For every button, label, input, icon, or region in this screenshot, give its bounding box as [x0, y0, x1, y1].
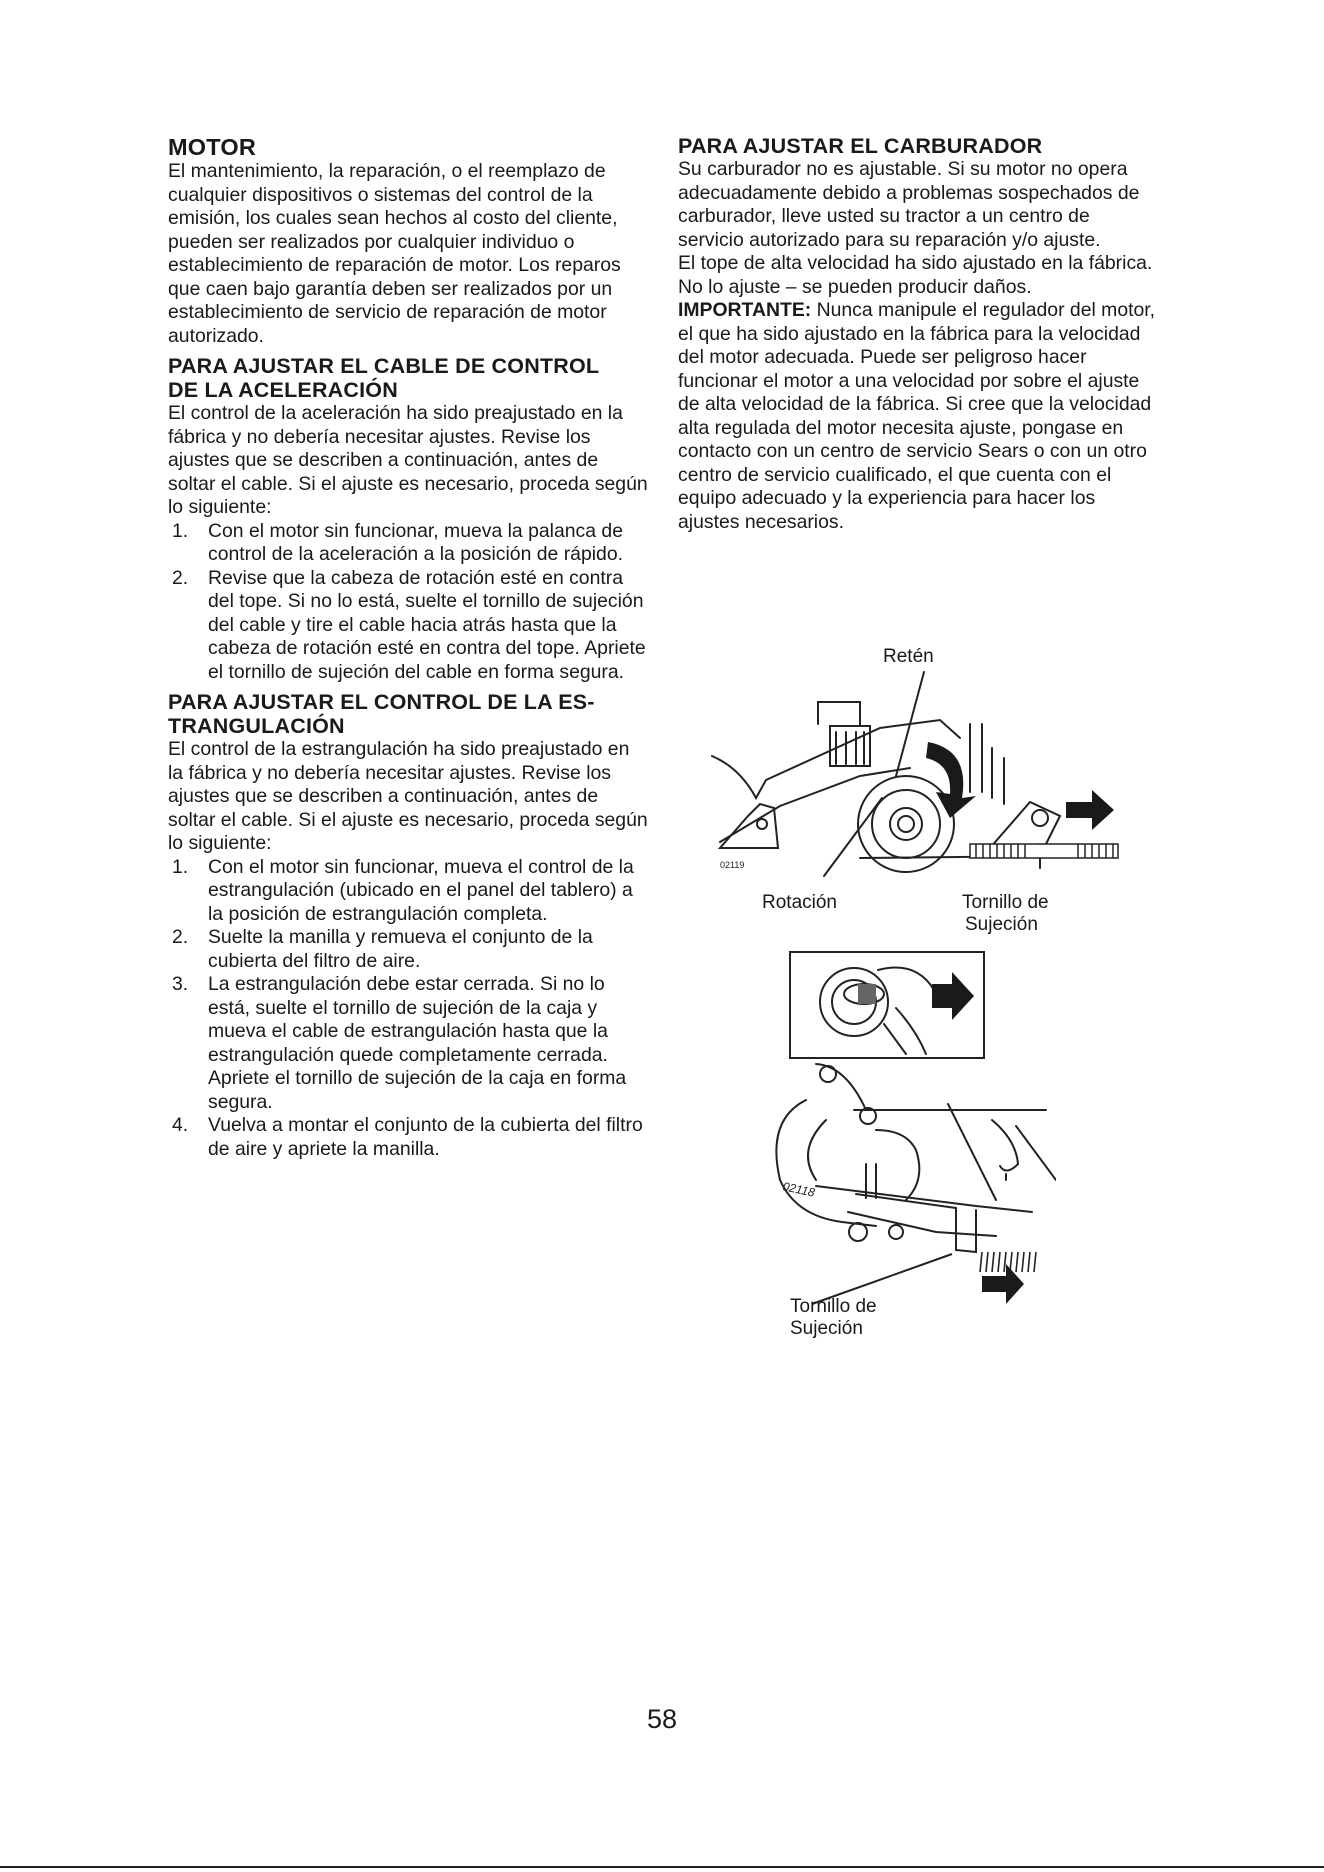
- choke-heading-line2: TRANGULACIÓN: [168, 714, 345, 738]
- step-number: 3.: [172, 973, 189, 995]
- important-label: IMPORTANTE:: [678, 299, 812, 321]
- step-number: 2.: [172, 926, 189, 948]
- step-text: Vuelva a montar el conjunto de la cubierta del filtro de aire y apriete la manilla.: [208, 1114, 643, 1160]
- step-text: Con el motor sin funcionar, mueva la palanca de control de la aceleración a la posición de rápido.: [208, 519, 624, 565]
- high-speed-paragraph: El tope de alta velocidad ha sido ajustado en la fábrica. No lo ajuste – se pueden producir daños.: [678, 252, 1153, 298]
- label-tornillo-sujecion-2a: Tornillo de: [790, 1296, 877, 1317]
- throttle-heading-line1: PARA AJUSTAR EL CABLE DE CONTROL: [168, 354, 600, 378]
- label-reten: Retén: [883, 646, 934, 667]
- label-tornillo-sujecion-1a: Tornillo de: [962, 892, 1049, 913]
- list-item: [168, 973, 648, 1114]
- choke-heading-line1: PARA AJUSTAR EL CONTROL DE LA ES-: [168, 690, 595, 714]
- left-column: [168, 134, 648, 1161]
- motor-paragraph: El mantenimiento, la reparación, o el reemplazo de cualquier dispositivos o sistemas del control de la emisión, los cuales sean hechos al costo del cliente, pueden ser realizados por cualquier individuo o establecimiento de reparación de motor. Los reparos que caen bajo garantía deben ser realizados por un establecimiento de servicio de reparación de motor autorizado.: [168, 160, 621, 347]
- list-item: [168, 856, 648, 927]
- bottom-rule: [0, 1866, 1324, 1868]
- choke-paragraph: El control de la estrangulación ha sido preajustado en la fábrica y no debería necesitar ajustes. Revise los ajustes que se describen a continuación, antes de soltar el cable. Si el ajuste es necesario, proceda según lo siguiente:: [168, 738, 648, 854]
- step-text: La estrangulación debe estar cerrada. Si no lo está, suelte el tornillo de sujeción de la caja y mueva el cable de estrangulación hasta que la estrangulación quede completamente cerrada. Apriete el tornillo de sujeción de la caja en forma segura.: [208, 973, 627, 1113]
- choke-steps: [168, 856, 648, 1162]
- choke-adjustment-illustration: [756, 950, 1056, 1310]
- page-number: 58: [646, 1704, 678, 1734]
- throttle-steps: [168, 520, 648, 685]
- step-number: 1.: [172, 855, 189, 878]
- right-column: [678, 134, 1158, 534]
- step-text: Suelte la manilla y remueva el conjunto de la cubierta del filtro de aire.: [208, 926, 593, 972]
- list-item: [168, 520, 648, 567]
- step-number: 1.: [172, 519, 189, 542]
- carburetor-paragraph: Su carburador no es ajustable. Si su motor no opera adecuadamente debido a problemas sospechados de carburador, lleve usted su tractor a un centro de servicio autorizado para su reparación y/o ajuste.: [678, 158, 1140, 251]
- label-tornillo-sujecion-2b: Sujeción: [790, 1318, 863, 1339]
- label-rotacion: Rotación: [762, 892, 837, 913]
- throttle-paragraph: El control de la aceleración ha sido preajustado en la fábrica y no debería necesitar ajustes. Revise los ajustes que se describen a continuación, antes de soltar el cable. Si el ajuste es necesario, proceda según lo siguiente:: [168, 402, 648, 518]
- step-text: Revise que la cabeza de rotación esté en contra del tope. Si no lo está, suelte el tornillo de sujeción del cable y tire el cable hacia atrás hasta que la cabeza de rotación esté en contra del tope. Apriete el tornillo de sujeción del cable en forma segura.: [208, 566, 646, 683]
- carburetor-heading: PARA AJUSTAR EL CARBURADOR: [678, 134, 1043, 158]
- figure2-code: 02118: [781, 1179, 817, 1200]
- list-item: [168, 567, 648, 685]
- motor-heading: MOTOR: [168, 134, 257, 160]
- important-paragraph: [678, 299, 1158, 534]
- step-text: Con el motor sin funcionar, mueva el control de la estrangulación (ubicado en el panel del tablero) a la posición de estrangulación completa.: [208, 855, 634, 925]
- important-text: Nunca manipule el regulador del motor, el que ha sido ajustado en la fábrica para la velocidad del motor adecuada. Puede ser peligroso hacer funcionar el motor a una velocidad por sobre el ajuste de alta velocidad de la fábrica. Si cree que la velocidad alta regulada del motor necesita ajuste, pongase en contacto con un centro de servicio Sears o con un otro centro de servicio cualificado, el que cuenta con el equipo adecuado y la experiencia para hacer los ajustes necesarios.: [678, 299, 1156, 533]
- step-number: 2.: [172, 566, 189, 589]
- label-tornillo-sujecion-1b: Sujeción: [965, 914, 1038, 935]
- figure1-code: 02119: [720, 860, 745, 870]
- throttle-heading-line2: DE LA ACELERACIÓN: [168, 378, 398, 402]
- list-item: [168, 926, 648, 973]
- step-number: 4.: [172, 1114, 189, 1136]
- list-item: [168, 1114, 648, 1161]
- throttle-adjustment-illustration: [700, 668, 1120, 878]
